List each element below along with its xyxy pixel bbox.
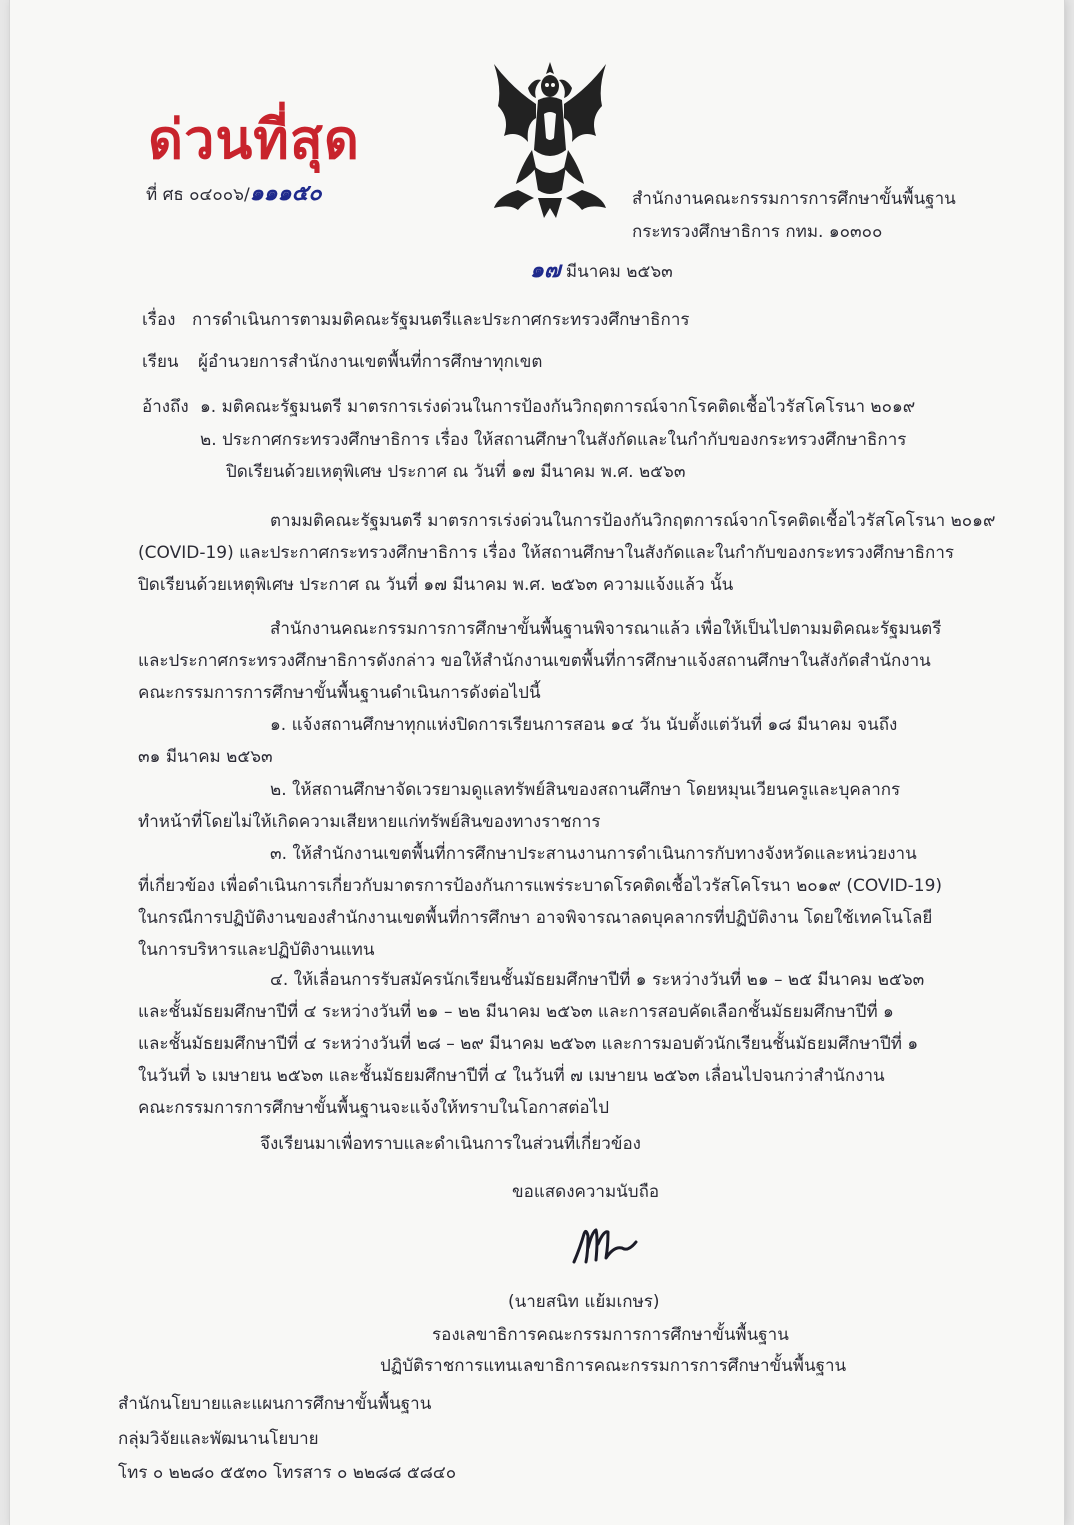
salutation: ขอแสดงความนับถือ [512, 1182, 660, 1202]
date-month-year: มีนาคม ๒๕๖๓ [565, 262, 673, 282]
reference-prefix: ที่ ศธ ๐๔๐๐๖/ [146, 185, 250, 205]
body-line: ปิดเรียนด้วยเหตุพิเศษ ประกาศ ณ วันที่ ๑๗ มีนาคม พ.ศ. ๒๕๖๓ ความแจ้งแล้ว นั้น [138, 575, 734, 595]
signatory-position: รองเลขาธิการคณะกรรมการการศึกษาขั้นพื้นฐาน [432, 1325, 789, 1345]
footer-contact: โทร ๐ ๒๒๘๐ ๕๕๓๐ โทรสาร ๐ ๒๒๘๘ ๕๘๔๐ [118, 1463, 457, 1483]
document-date [530, 258, 673, 283]
to-text: ผู้อำนวยการสำนักงานเขตพื้นที่การศึกษาทุกเขต [198, 352, 543, 372]
body-line: ในกรณีการปฏิบัติงานของสำนักงานเขตพื้นที่การศึกษา อาจพิจารณาลดบุคลากรที่ปฏิบัติงาน โดยใช้เทคโนโลยี [138, 908, 933, 928]
date-handwritten-day: ๑๗ [530, 258, 561, 283]
body-line: ๓. ให้สำนักงานเขตพื้นที่การศึกษาประสานงานการดำเนินการกับทางจังหวัดและหน่วยงาน [270, 844, 917, 864]
issuing-ministry: กระทรวงศึกษาธิการ กทม. ๑๐๓๐๐ [632, 222, 883, 242]
body-line: ในการบริหารและปฏิบัติงานแทน [138, 940, 375, 960]
body-line: ๒. ให้สถานศึกษาจัดเวรยามดูแลทรัพย์สินของสถานศึกษา โดยหมุนเวียนครูและบุคลากร [270, 780, 901, 800]
closing-line: จึงเรียนมาเพื่อทราบและดำเนินการในส่วนที่เกี่ยวข้อง [260, 1134, 641, 1154]
to-label: เรียน [142, 352, 179, 372]
body-line: คณะกรรมการการศึกษาขั้นพื้นฐานจะแจ้งให้ทราบในโอกาสต่อไป [138, 1098, 609, 1118]
body-line: ทำหน้าที่โดยไม่ให้เกิดความเสียหายแก่ทรัพย์สินของทางราชการ [138, 812, 601, 832]
reference-line: ๒. ประกาศกระทรวงศึกษาธิการ เรื่อง ให้สถานศึกษาในสังกัดและในกำกับของกระทรวงศึกษาธิการ [200, 430, 907, 450]
body-line: คณะกรรมการการศึกษาขั้นพื้นฐานดำเนินการดังต่อไปนี้ [138, 683, 541, 703]
body-line: ๔. ให้เลื่อนการรับสมัครนักเรียนชั้นมัธยมศึกษาปีที่ ๑ ระหว่างวันที่ ๒๑ – ๒๕ มีนาคม ๒๕๖๓ [270, 970, 925, 990]
body-line: สำนักงานคณะกรรมการการศึกษาขั้นพื้นฐานพิจารณาแล้ว เพื่อให้เป็นไปตามมติคณะรัฐมนตรี [270, 619, 942, 639]
reference-line: ปิดเรียนด้วยเหตุพิเศษ ประกาศ ณ วันที่ ๑๗ มีนาคม พ.ศ. ๒๕๖๓ [226, 462, 686, 482]
body-line: ๑. แจ้งสถานศึกษาทุกแห่งปิดการเรียนการสอน ๑๔ วัน นับตั้งแต่วันที่ ๑๘ มีนาคม จนถึง [270, 715, 898, 735]
urgency-stamp: ด่วนที่สุด [148, 107, 360, 171]
reference-handwritten-number: ๑๑๑๕๐ [249, 181, 322, 206]
footer-group: กลุ่มวิจัยและพัฒนานโยบาย [118, 1429, 319, 1449]
body-line: และชั้นมัธยมศึกษาปีที่ ๔ ระหว่างวันที่ ๒๘ – ๒๙ มีนาคม ๒๕๖๓ และการมอบตัวนักเรียนชั้นมัธยมศึกษาปีที่ ๑ [138, 1034, 919, 1054]
signatory-name: (นายสนิท แย้มเกษร) [508, 1292, 660, 1312]
body-line: ๓๑ มีนาคม ๒๕๖๓ [138, 747, 273, 767]
body-line: และประกาศกระทรวงศึกษาธิการดังกล่าว ขอให้สำนักงานเขตพื้นที่การศึกษาแจ้งสถานศึกษาในสังกัดสำนักงาน [138, 651, 931, 671]
reference-number [146, 181, 322, 206]
subject-label: เรื่อง [142, 310, 176, 330]
signatory-acting-position: ปฏิบัติราชการแทนเลขาธิการคณะกรรมการการศึกษาขั้นพื้นฐาน [380, 1356, 847, 1376]
issuing-office: สำนักงานคณะกรรมการการศึกษาขั้นพื้นฐาน [632, 189, 956, 209]
body-line: ที่เกี่ยวข้อง เพื่อดำเนินการเกี่ยวกับมาตรการป้องกันการแพร่ระบาดโรคติดเชื้อไวรัสโคโรนา ๒๐๑๙ (COVID-19) [138, 876, 943, 896]
body-line: (COVID-19) และประกาศกระทรวงศึกษาธิการ เรื่อง ให้สถานศึกษาในสังกัดและในกำกับของกระทรวงศึกษาธิการ [138, 543, 954, 563]
garuda-emblem-icon [488, 58, 612, 220]
document-page [10, 0, 1064, 1525]
signature-mark [570, 1218, 640, 1268]
reference-line: ๑. มติคณะรัฐมนตรี มาตรการเร่งด่วนในการป้องกันวิกฤตการณ์จากโรคติดเชื้อไวรัสโคโรนา ๒๐๑๙ [200, 397, 916, 417]
body-line: และชั้นมัธยมศึกษาปีที่ ๔ ระหว่างวันที่ ๒๑ – ๒๒ มีนาคม ๒๕๖๓ และการสอบคัดเลือกชั้นมัธยมศึกษาปีที่ ๑ [138, 1002, 894, 1022]
references-label: อ้างถึง [142, 397, 189, 417]
body-line: ในวันที่ ๖ เมษายน ๒๕๖๓ และชั้นมัธยมศึกษาปีที่ ๔ ในวันที่ ๗ เมษายน ๒๕๖๓ เลื่อนไปจนกว่าสำนักงาน [138, 1066, 885, 1086]
footer-office: สำนักนโยบายและแผนการศึกษาขั้นพื้นฐาน [118, 1394, 432, 1414]
body-line: ตามมติคณะรัฐมนตรี มาตรการเร่งด่วนในการป้องกันวิกฤตการณ์จากโรคติดเชื้อไวรัสโคโรนา ๒๐๑๙ [270, 511, 996, 531]
subject-text: การดำเนินการตามมติคณะรัฐมนตรีและประกาศกระทรวงศึกษาธิการ [192, 310, 690, 330]
